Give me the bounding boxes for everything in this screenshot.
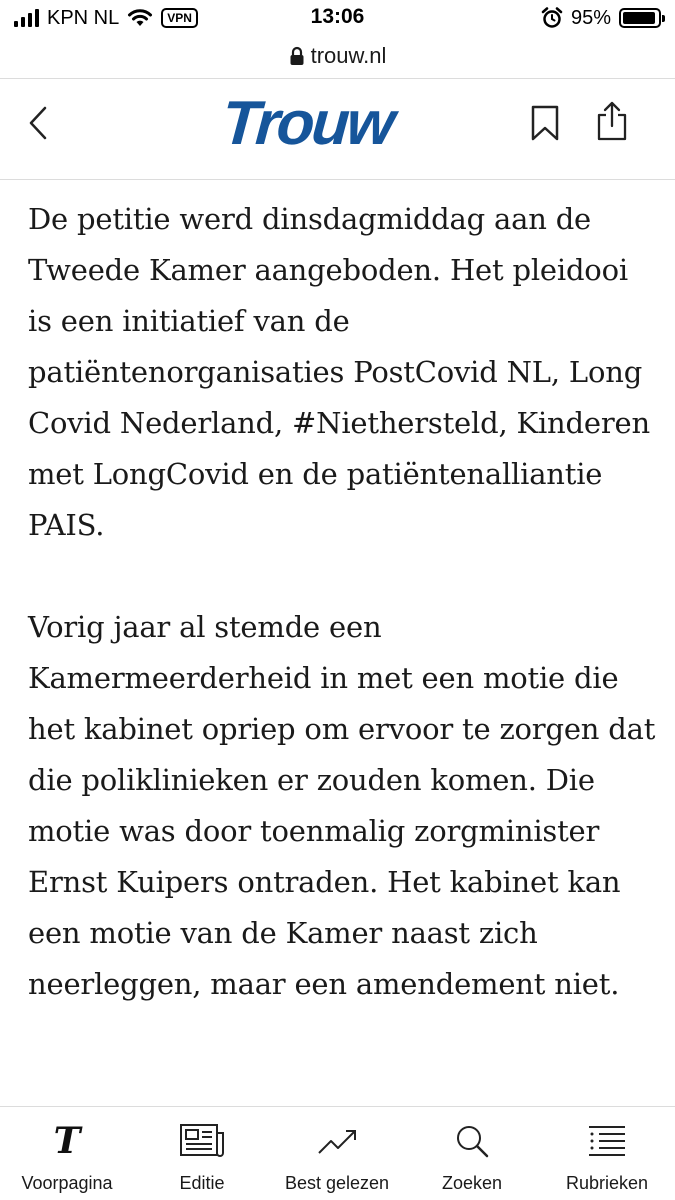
- article-paragraph: De petitie werd dinsdagmiddag aan de Tweede Kamer aangeboden. Het pleidooi is een initiatief van de patiëntenorganisaties PostCovid NL, Long Covid Nederland, #Niethersteld, Kinderen met LongCovid en de patiëntenalliantie PAIS.: [28, 202, 650, 542]
- back-button[interactable]: [18, 101, 58, 145]
- trouw-logo: Trouw: [219, 89, 395, 158]
- share-icon: [596, 100, 628, 142]
- newspaper-icon: [179, 1121, 225, 1161]
- alarm-icon: [541, 7, 563, 29]
- nav-rubrieken[interactable]: [542, 1121, 672, 1197]
- nav-best-gelezen[interactable]: [272, 1121, 402, 1197]
- bookmark-button[interactable]: [526, 101, 564, 145]
- chevron-left-icon: [27, 105, 49, 141]
- bookmark-icon: [530, 104, 560, 142]
- status-right: [541, 6, 661, 30]
- app-header: [0, 78, 675, 180]
- nav-editie[interactable]: [137, 1121, 267, 1197]
- article-body: [28, 194, 658, 1061]
- nav-zoeken[interactable]: [407, 1121, 537, 1197]
- battery-icon: [619, 8, 661, 28]
- list-icon: [587, 1121, 627, 1161]
- nav-voorpagina[interactable]: [2, 1121, 132, 1197]
- nav-label: Voorpagina: [21, 1173, 113, 1193]
- nav-label: Best gelezen: [284, 1173, 390, 1193]
- trouw-t-icon: T: [53, 1120, 81, 1162]
- nav-label: Rubrieken: [565, 1173, 649, 1193]
- status-bar: [0, 0, 675, 36]
- battery-fill: [623, 12, 655, 24]
- url-bar[interactable]: [0, 36, 675, 76]
- article-paragraph: Vorig jaar al stemde een Kamermeerderheid in met een motie die het kabinet opriep om ervoor te zorgen dat die poliklinieken er zouden komen. Die motie was door toenmalig zorgminister Ernst Kuipers ontraden. Het kabinet kan een motie van de Kamer naast zich neerleggen, maar een amendement niet.: [28, 610, 656, 1001]
- nav-label: Editie: [179, 1173, 225, 1193]
- trending-icon: [316, 1121, 358, 1161]
- search-icon: [454, 1121, 490, 1161]
- battery-percentage: 95%: [570, 6, 611, 29]
- carrier-name: KPN NL: [47, 6, 120, 29]
- vpn-badge: VPN: [161, 8, 198, 28]
- bottom-navigation: [0, 1106, 675, 1200]
- share-button[interactable]: [592, 97, 632, 145]
- url-text: trouw.nl: [310, 43, 387, 68]
- lock-icon: [289, 46, 305, 66]
- status-time: 13:06: [310, 5, 365, 28]
- nav-label: Zoeken: [441, 1173, 503, 1193]
